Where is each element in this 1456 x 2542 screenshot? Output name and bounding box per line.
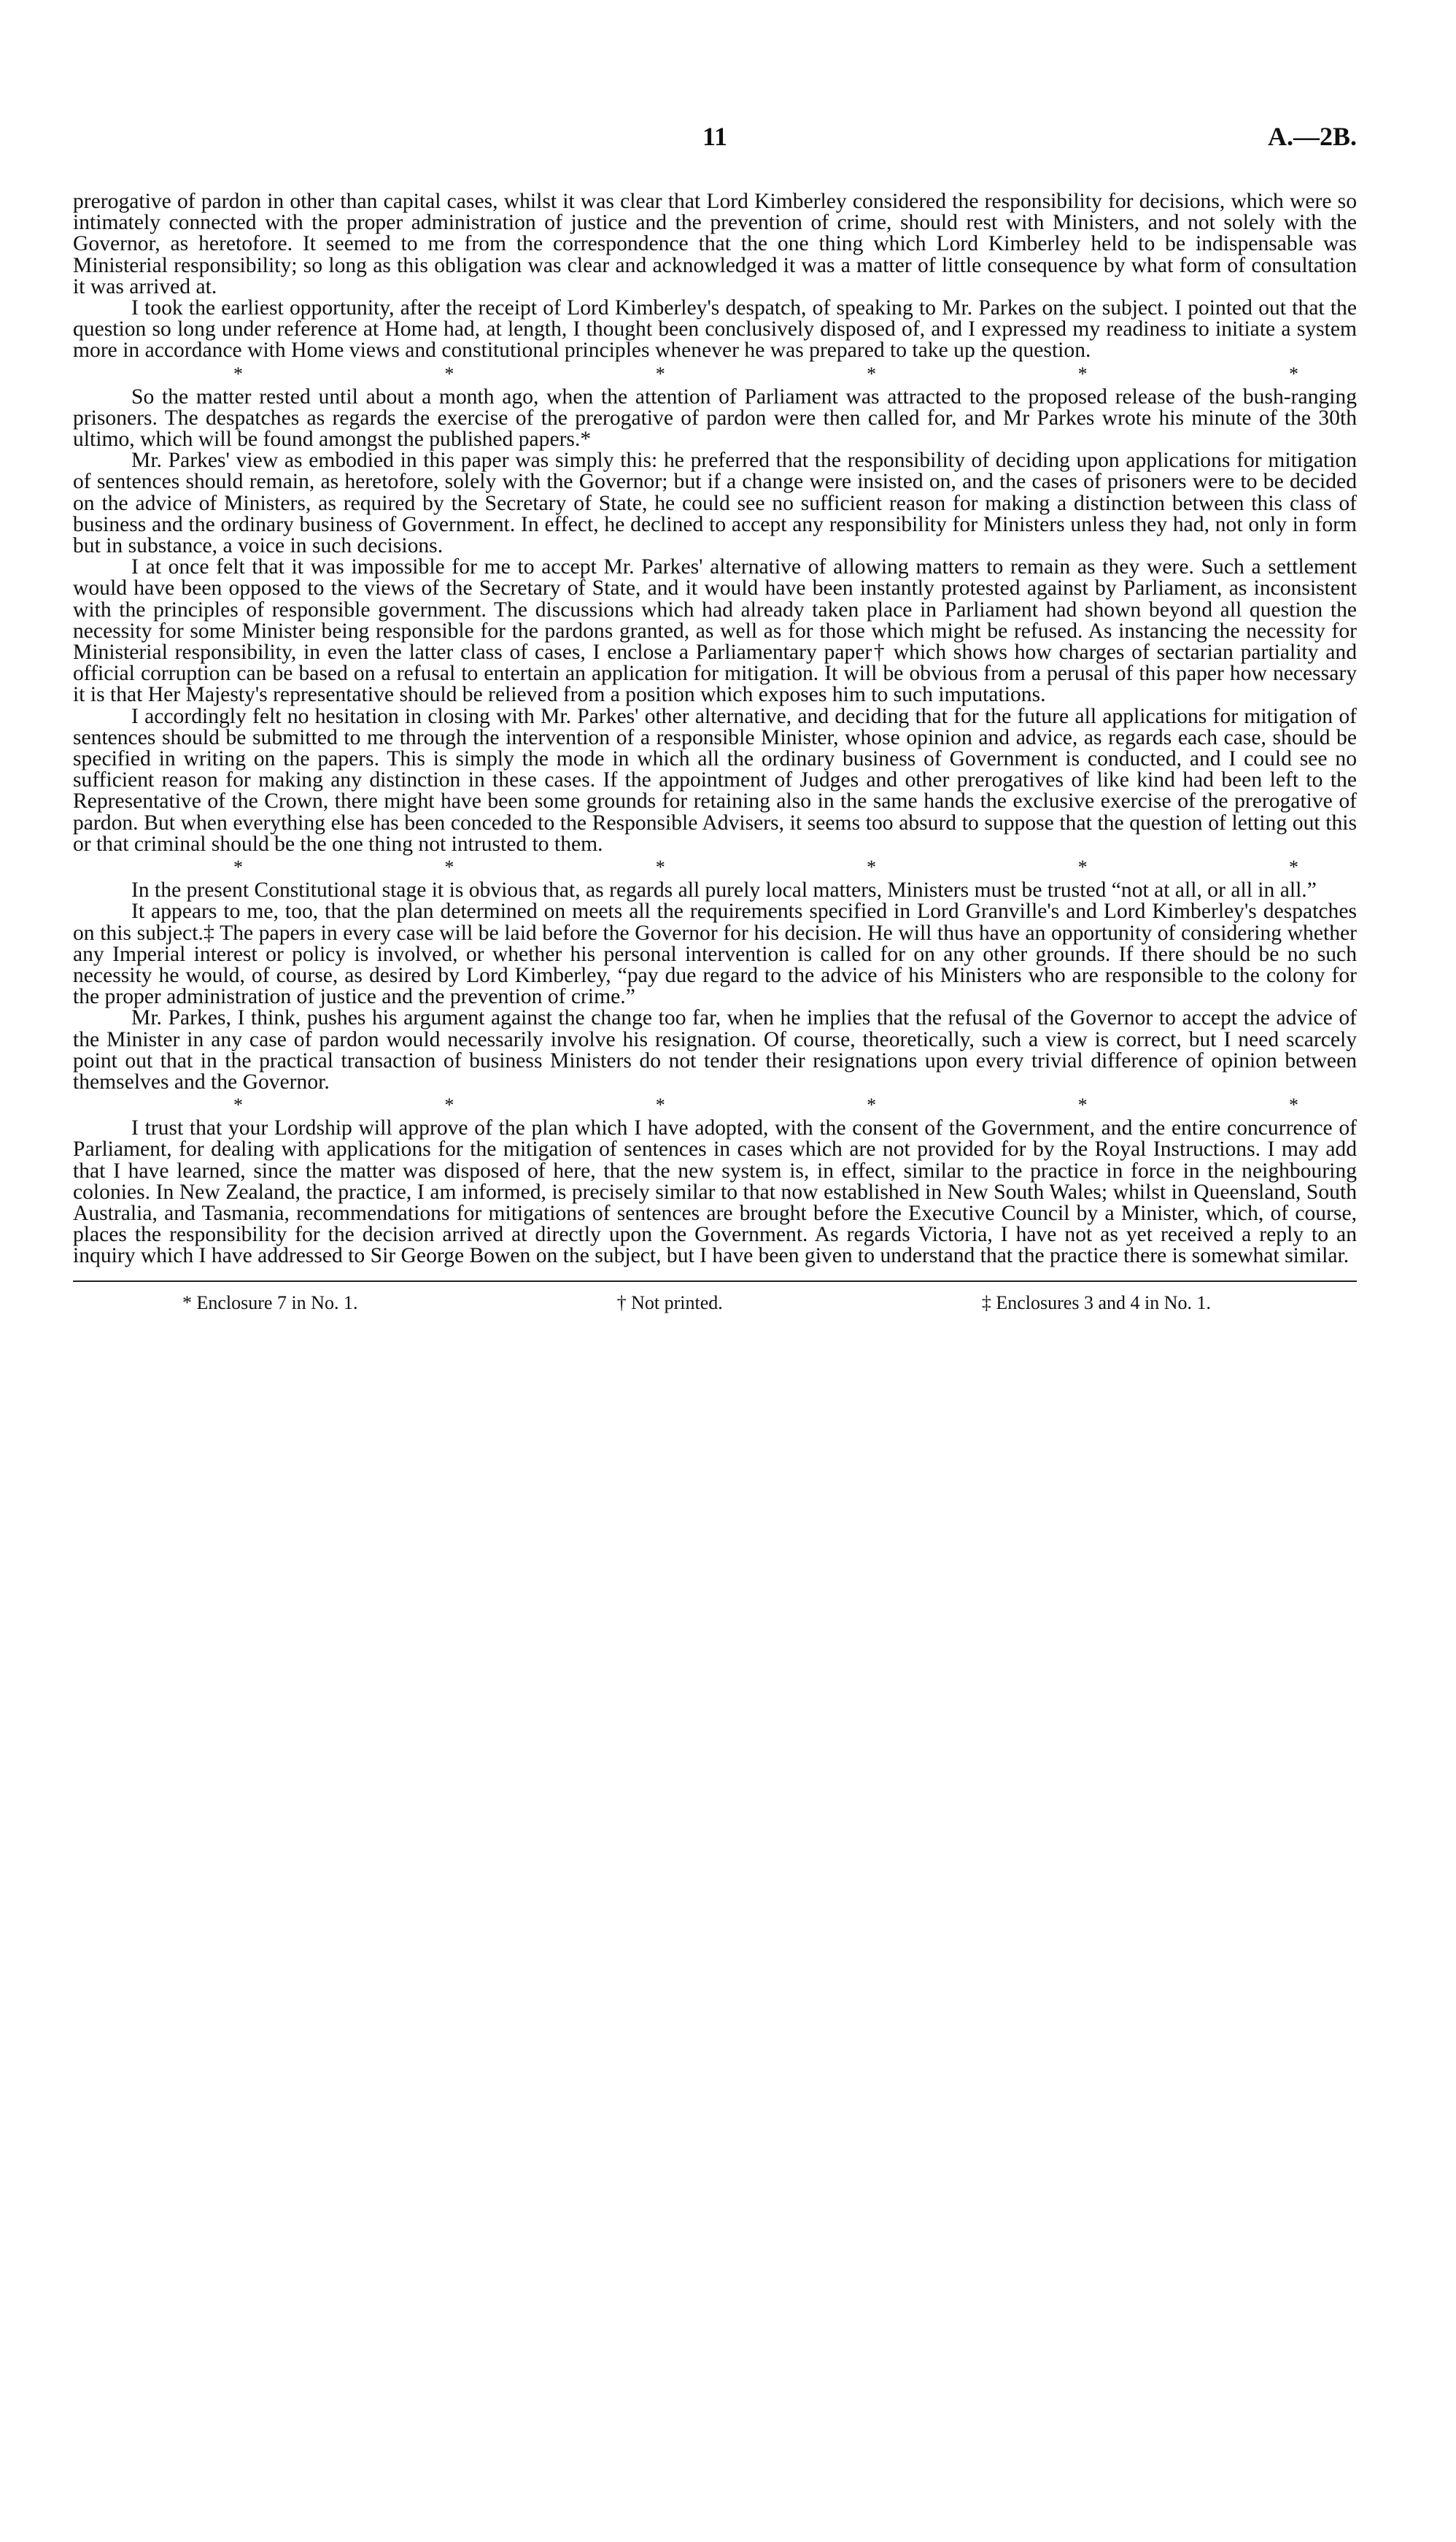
footnotes (73, 1292, 1357, 1314)
paragraph: So the matter rested until about a month ago, when the attention of Parliament was attracted to the proposed release of the bush-ranging prisoners. The despatches as regards the exercise of the prerogative of pardon were then called for, and Mr Parkes wrote his minute of the 30th ultimo, which will be found amongst the published papers.* (73, 385, 1357, 452)
footnote-divider (73, 1280, 1357, 1282)
paragraph: I trust that your Lordship will approve of the plan which I have adopted, with the consent of the Government, and the entire concurrence of Parliament, for dealing with applications for the mitigation of sentences in cases which are not provided for by the Royal Instructions. I may add that I have learned, since the matter was disposed of here, that the new system is, in effect, similar to the practice in force in the neighbouring colonies. In New Zealand, the practice, I am informed, is precisely similar to that now established in New South Wales; whilst in Queensland, South Australia, and Tasmania, recommendations for mitigations of sentences are brought before the Executive Council by a Minister, which, of course, places the responsibility for the decision arrived at directly upon the Government. As regards Victoria, I have not as yet received a reply to an inquiry which I have addressed to Sir George Bowen on the subject, but I have been given to understand that the practice there is somewhat similar. (73, 1116, 1357, 1268)
asterisk: * (655, 857, 665, 878)
asterisk: * (867, 363, 877, 385)
asterisk: * (1288, 1094, 1298, 1116)
document-code: A.—2B. (1267, 122, 1357, 151)
page-header (73, 109, 1357, 156)
section-separator (73, 857, 1357, 878)
asterisk: * (233, 1094, 243, 1116)
section-separator (73, 1094, 1357, 1116)
footnote: † Not printed. (616, 1291, 723, 1313)
asterisk: * (444, 857, 454, 878)
paragraph: Mr. Parkes' view as embodied in this paper was simply this: he preferred that the responsibility of deciding upon applications for mitigation of sentences should remain, as heretofore, solely with the Governor; but if a change were insisted on, and the cases of prisoners were to be decided on the advice of Ministers, as required by the Secretary of State, he could see no sufficient reason for making a distinction between this class of business and the ordinary business of Government. In effect, he declined to accept any responsibility for Ministers unless they had, not only in form but in substance, a voice in such decisions. (73, 449, 1357, 558)
paragraph: I accordingly felt no hesitation in closing with Mr. Parkes' other alternative, and deciding that for the future all applications for mitigation of sentences should be submitted to me through the intervention of a responsible Minister, whose opinion and advice, as regards each case, should be specified in writing on the papers. This is simply the mode in which all the ordinary business of Government is conducted, and I could see no sufficient reason for making any distinction in these cases. If the appointment of Judges and other prerogatives of like kind had been left to the Representative of the Crown, there might have been some grounds for retaining also in the same hands the exclusive exercise of the prerogative of pardon. But when everything else has been conceded to the Responsible Advisers, it seems too absurd to suppose that the question of letting out this or that criminal should be the one thing not intrusted to them. (73, 704, 1357, 856)
asterisk: * (655, 1094, 665, 1116)
asterisk: * (1077, 857, 1088, 878)
paragraph: Mr. Parkes, I think, pushes his argument against the change too far, when he implies that the refusal of the Governor to accept the advice of the Minister in any case of pardon would necessarily involve his resignation. Of course, theoretically, such a view is correct, but I need scarcely point out that in the practical transaction of business Ministers do not tender their resignations upon every trivial difference of opinion between themselves and the Governor. (73, 1006, 1357, 1094)
asterisk: * (233, 363, 243, 385)
paragraph: It appears to me, too, that the plan determined on meets all the requirements specified in Lord Granville's and Lord Kimberley's despatches on this subject.‡ The papers in every case will be laid before the Governor for his decision. He will thus have an opportunity of considering whether any Imperial interest or policy is involved, or whether his personal intervention is called for on any other grounds. If there should be no such necessity he would, of course, as desired by Lord Kimberley, “pay due regard to the advice of his Ministers who are responsible to the colony for the proper administration of justice and the prevention of crime.” (73, 900, 1357, 1009)
paragraph: I at once felt that it was impossible for me to accept Mr. Parkes' alternative of allowing matters to remain as they were. Such a settlement would have been opposed to the views of the Secretary of State, and it would have been instantly protested against by Parliament, as inconsistent with the principles of responsible government. The discussions which had already taken place in Parliament had shown beyond all question the necessity for some Minister being responsible for the pardons granted, as well as for those which might be refused. As instancing the necessity for Ministerial responsibility, in even the latter class of cases, I enclose a Parliamentary paper† which shows how charges of sectarian partiality and official corruption can be based on a refusal to entertain an application for mitigation. It will be obvious from a perusal of this paper how necessary it is that Her Majesty's representative should be relieved from a position which exposes him to such imputations. (73, 555, 1357, 707)
asterisk: * (444, 1094, 454, 1116)
paragraph: prerogative of pardon in other than capital cases, whilst it was clear that Lord Kimberley considered the responsibility for decisions, which were so intimately connected with the proper administration of justice and the prevention of crime, should rest with Ministers, and not solely with the Governor, as heretofore. It seemed to me from the correspondence that the one thing which Lord Kimberley held to be indispensable was Ministerial responsibility; so long as this obligation was clear and acknowledged it was a matter of little consequence by what form of consultation it was arrived at. (73, 190, 1357, 298)
page-number: 11 (702, 122, 727, 151)
footnote: * Enclosure 7 in No. 1. (182, 1291, 358, 1313)
paragraph: In the present Constitutional stage it is obvious that, as regards all purely local matters, Ministers must be trusted “not at all, or all in all.” (131, 878, 1317, 903)
asterisk: * (867, 857, 877, 878)
asterisk: * (233, 857, 243, 878)
body-text (73, 191, 1357, 1267)
document-page (73, 109, 1357, 1314)
paragraph: I took the earliest opportunity, after the receipt of Lord Kimberley's despatch, of speaking to Mr. Parkes on the subject. I pointed out that the question so long under reference at Home had, at length, I thought been conclusively disposed of, and I expressed my readiness to initiate a system more in accordance with Home views and constitutional principles whenever he was prepared to take up the question. (73, 296, 1357, 363)
asterisk: * (1288, 857, 1298, 878)
asterisk: * (444, 363, 454, 385)
asterisk: * (1288, 363, 1298, 385)
asterisk: * (1077, 1094, 1088, 1116)
section-separator (73, 363, 1357, 385)
asterisk: * (1077, 363, 1088, 385)
footnote: ‡ Enclosures 3 and 4 in No. 1. (981, 1291, 1211, 1313)
asterisk: * (867, 1094, 877, 1116)
asterisk: * (655, 363, 665, 385)
